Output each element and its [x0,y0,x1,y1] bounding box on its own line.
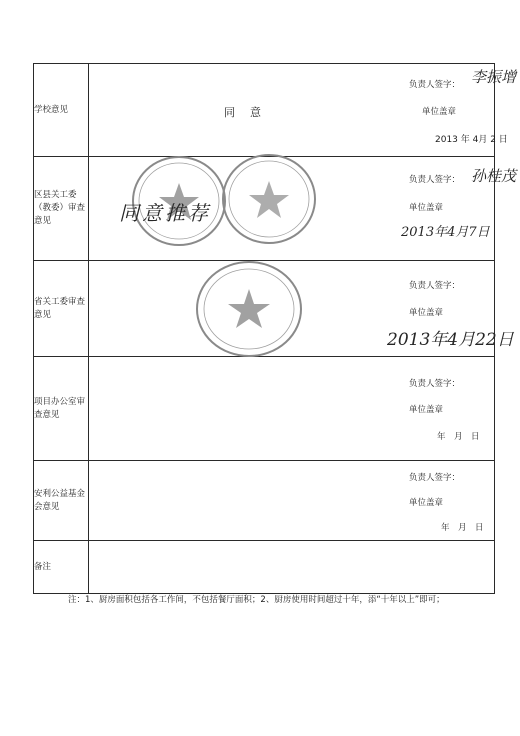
content-province [89,261,514,357]
province-seal-stamp [193,259,305,359]
row-district [34,157,495,261]
province-sign-label: 负责人签字： [409,281,461,291]
project-office-date: 年 月 日 [437,432,480,442]
label-remarks: 备注 [34,541,89,594]
project-office-seal-label: 单位盖章 [409,405,444,415]
label-province: 省关工委审查意见 [34,261,89,357]
district-signature: 孙桂茂 [471,167,517,185]
label-district: 区县关工委（教委）审查意见 [34,157,89,261]
foundation-seal-label: 单位盖章 [409,498,444,508]
row-foundation [34,461,495,541]
row-remarks [34,541,495,594]
content-remarks [89,541,495,594]
label-project-office: 项目办公室审查意见 [34,357,89,461]
row-school [34,64,495,157]
row-province [34,261,495,357]
review-form-table [33,63,517,594]
project-office-sign-label: 负责人签字： [409,379,461,389]
content-district [89,157,517,261]
school-seal-label: 单位盖章 [422,107,457,117]
content-school [89,64,517,157]
district-seal-stamp-2 [219,151,319,247]
district-seal-label: 单位盖章 [409,203,444,213]
school-signature: 李振增 [471,68,517,86]
label-school: 学校意见 [34,64,89,157]
school-sign-label: 负责人签字： [409,80,461,90]
school-date: 2013 年 4月 2 日 [435,135,508,145]
province-seal-label: 单位盖章 [409,308,444,318]
district-date: 2013年4月7日 [401,225,490,240]
row-project-office [34,357,495,461]
school-opinion: 同 意 [224,106,263,119]
content-project-office [89,357,495,461]
foundation-date: 年 月 日 [441,523,484,533]
foundation-sign-label: 负责人签字： [409,473,461,483]
content-foundation [89,461,495,541]
footnote: 注：1、厨房面积包括各工作间，不包括餐厅面积；2、厨房使用时间超过十年，添“十年以上”即可； [68,595,445,605]
district-handwritten-opinion: 同意推荐 [119,201,211,225]
province-date: 2013年4月22日 [387,330,514,350]
district-sign-label: 负责人签字： [409,175,461,185]
label-foundation: 安利公益基金会意见 [34,461,89,541]
